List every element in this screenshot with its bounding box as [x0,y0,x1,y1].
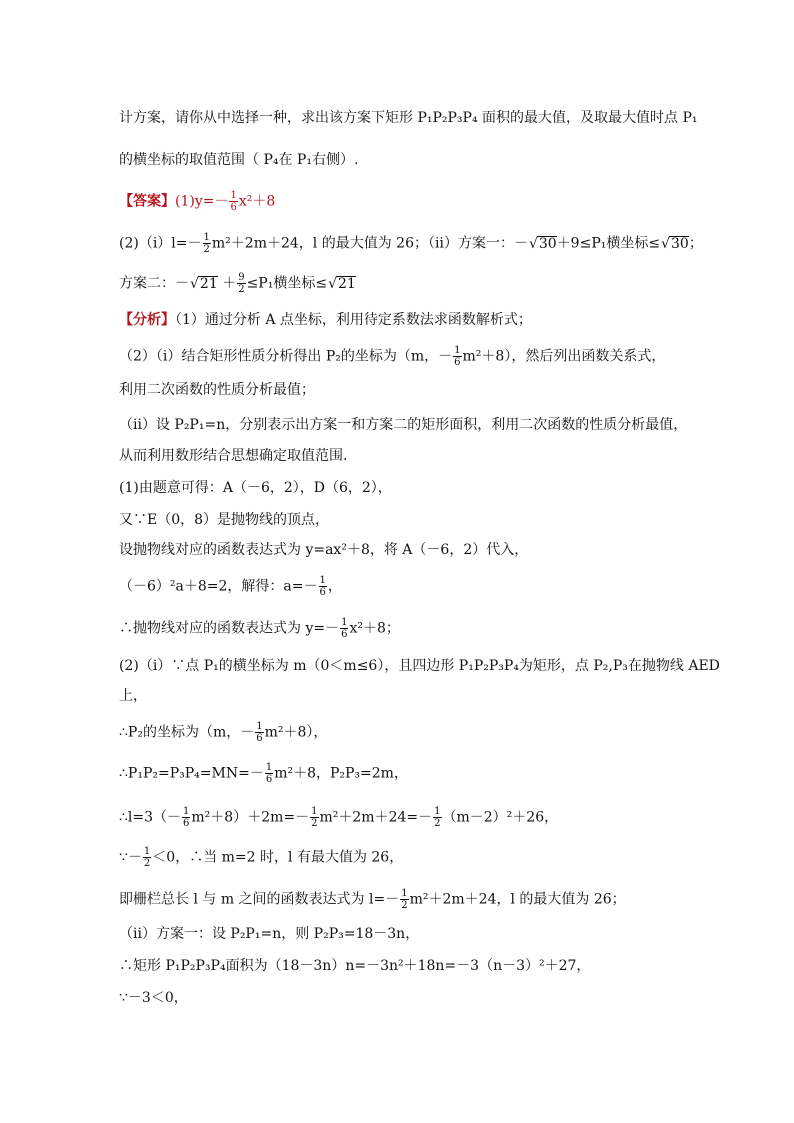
solution-line-14: ∴矩形 P₁P₂P₃P₄面积为（18－3n）n=－3n²＋18n=－3（n－3）²＋27， [119,958,591,974]
solution-line-9 [119,762,408,785]
solution-4-pre: （－6）²a＋8=2，解得：a=－ [119,578,318,595]
analysis-1: （1）通过分析 A 点坐标，利用待定系数法求函数解析式； [175,312,532,328]
solution-line-5 [119,617,400,640]
solution-10-d: （m－2）²＋26， [442,809,559,826]
solution-line-8 [119,721,327,744]
solution-line-6: (2)（ⅰ）∵点 P₁的横坐标为 m（0＜m≤6），且四边形 P₁P₂P₃P₄为矩形，点 P₂,P₃在抛物线 AED [119,658,720,674]
answer-tag: 【答案】 [119,193,175,210]
analysis-line-1 [119,310,532,330]
fraction-1-2: $\frac{1}{2}$ [203,232,210,255]
fraction-1-6: $\frac{1}{6}$ [230,190,237,213]
answer-line-2 [119,232,703,255]
solution-10-a: ∴l=3（－ [119,809,182,826]
analysis-line-2 [119,345,665,368]
fraction-9-2: $\frac{9}{2}$ [238,272,245,295]
solution-9-post: m²＋8，P₂P₃=2m， [274,765,408,782]
solution-line-1: (1)由题意可得：A（－6，2），D（6，2）， [119,480,392,496]
fraction-1-6-f: $\frac{1}{6}$ [265,762,273,785]
answer-2-pre: (2)（ⅰ）l=－ [119,235,202,252]
analysis-tag: 【分析】 [119,312,175,328]
fraction-1-2-e: $\frac{1}{2}$ [401,888,408,911]
solution-line-4 [119,575,342,598]
solution-10-c: m²＋2m＋24=－ [319,809,433,826]
sqrt-21: √ 21 [198,276,218,291]
analysis-2-pre: （2）（ⅰ）结合矩形性质分析得出 P₂的坐标为（m，－ [119,348,453,365]
solution-12-pre: 即栅栏总长 l 与 m 之间的函数表达式为 l=－ [119,891,400,908]
answer-2-tail: ＋9≤P₁横坐标≤ [556,235,661,252]
fraction-1-2-c: $\frac{1}{2}$ [434,806,441,829]
answer-3-mid: ≤P₁横坐标≤ [246,275,328,292]
answer-line-3: 方案二：－√ 21 ＋ $\frac{9}{2}$ ≤P₁横坐标≤√ 21 [119,272,356,295]
analysis-line-4: （ⅱ）设 P₂P₁=n，分别表示出方案一和方案二的矩形面积，利用二次函数的性质分析最值， [119,417,688,433]
answer-1-pre: (1)y=－ [175,193,229,210]
solution-line-10 [119,806,558,829]
solution-5-post: x²＋8； [349,620,400,637]
solution-12-post: m²＋2m＋24，l 的最大值为 26； [409,891,626,908]
sqrt-30: √ 30 [537,236,557,251]
answer-1-post: x²＋8 [238,193,276,210]
solution-line-11 [119,846,403,869]
analysis-2-post: m²＋8），然后列出函数关系式， [462,348,666,365]
answer-3-pre: 方案二：－ [119,275,189,292]
solution-8-pre: ∴P₂的坐标为（m，－ [119,724,255,741]
solution-line-2: 又∵E（0，8）是抛物线的顶点， [119,512,330,528]
fraction-1-2-d: $\frac{1}{2}$ [143,846,151,869]
problem-line-1: 计方案，请你从中选择一种，求出该方案下矩形 P₁P₂P₃P₄ 面积的最大值，及取最大值时点 P₁ [119,110,698,126]
answer-2-end: ； [688,235,703,252]
fraction-1-6-g: $\frac{1}{6}$ [183,806,190,829]
solution-4-post: ， [327,578,342,595]
solution-line-7: 上， [119,688,147,704]
solution-11-post: ＜0，∴当 m=2 时，l 有最大值为 26， [152,849,404,866]
fraction-1-2-b: $\frac{1}{2}$ [311,806,318,829]
fraction-1-6-b: $\frac{1}{6}$ [454,345,461,368]
answer-line-1 [119,190,275,213]
sqrt-21-b: √ 21 [336,276,356,291]
solution-line-15: ∵－3＜0， [119,990,188,1006]
fraction-1-6-c: $\frac{1}{6}$ [319,575,326,598]
fraction-1-6-e: $\frac{1}{6}$ [256,721,263,744]
solution-5-pre: ∴抛物线对应的函数表达式为 y=－ [119,620,340,637]
analysis-line-3: 利用二次函数的性质分析最值； [119,382,315,398]
solution-11-pre: ∵－ [119,849,142,866]
sqrt-30-b: √ 30 [669,236,689,251]
solution-9-pre: ∴P₁P₂=P₃P₄=MN=－ [119,765,264,782]
fraction-1-6-d: $\frac{1}{6}$ [341,617,348,640]
solution-8-post: m²＋8）， [264,724,328,741]
answer-2-post: m²＋2m＋24，l 的最大值为 26；（ⅱ）方案一：－ [211,235,528,252]
solution-line-12 [119,888,626,911]
solution-line-13: （ⅱ）方案一：设 P₂P₁=n，则 P₂P₃=18－3n， [119,926,420,942]
analysis-line-5: 从而利用数形结合思想确定取值范围. [119,448,348,464]
solution-10-b: m²＋8）＋2m=－ [191,809,310,826]
problem-line-2: 的横坐标的取值范围（ P₄在 P₁右侧）. [119,152,359,168]
solution-line-3: 设抛物线对应的函数表达式为 y=ax²＋8，将 A（－6，2）代入， [119,542,529,558]
